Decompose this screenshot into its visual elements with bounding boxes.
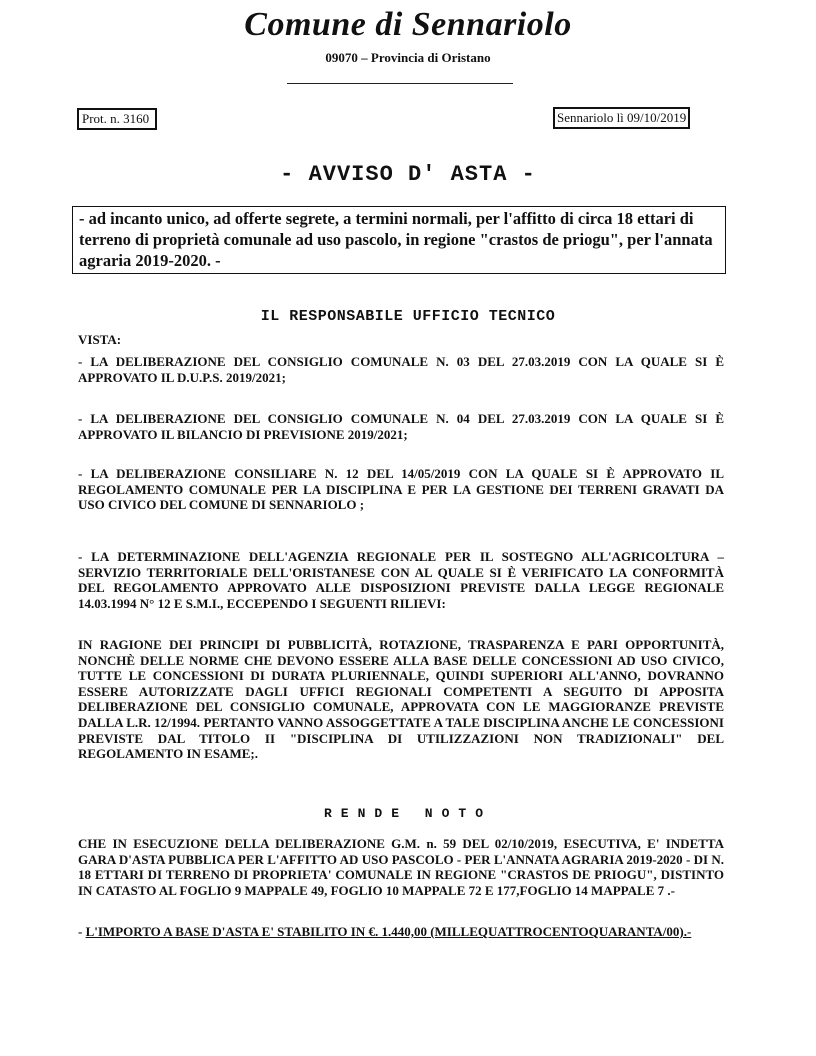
- header-divider: [287, 83, 513, 84]
- recital-item: - LA DETERMINAZIONE DELL'AGENZIA REGIONALE PER IL SOSTEGNO ALL'AGRICOLTURA – SERVIZIO TERRITORIALE DELL'ORISTANESE CON AL QUALE SI È VERIFICATO LA CONFORMITÀ DEL REGOLAMENTO APPROVATO ALLE DISPOSIZIONI PREVISTE DALLA LEGGE REGIONALE 14.03.1994 N° 12 E S.M.I., ECCEPENDO I SEGUENTI RILIEVI:: [78, 549, 724, 611]
- place-date-box: Sennariolo lì 09/10/2019: [553, 107, 690, 129]
- municipality-title: Comune di Sennariolo: [244, 6, 572, 43]
- rende-noto-paragraph: CHE IN ESECUZIONE DELLA DELIBERAZIONE G.M. n. 59 DEL 02/10/2019, ESECUTIVA, E' INDETTA GARA D'ASTA PUBBLICA PER L'AFFITTO AD USO PASCOLO - PER L'ANNATA AGRARIA 2019-2020 - DI N. 18 ETTARI DI TERRENO DI PROPRIETA' COMUNALE IN REGIONE "CRASTOS DE PRIOGU", DISTINTO IN CATASTO AL FOGLIO 9 MAPPALE 49, FOGLIO 10 MAPPALE 72 E 177,FOGLIO 14 MAPPALE 7 .-: [78, 836, 724, 898]
- auction-base-amount: [78, 924, 724, 940]
- notice-heading: - AVVISO D' ASTA -: [280, 162, 536, 187]
- responsible-office-heading: IL RESPONSABILE UFFICIO TECNICO: [260, 308, 556, 325]
- rende-noto-heading: RENDE NOTO: [323, 806, 492, 821]
- notice-subject-box: - ad incanto unico, ad offerte segrete, a termini normali, per l'affitto di circa 18 ettari di terreno di proprietà comunale ad uso pascolo, in regione "crastos de priogu", per l'annata agraria 2019-2020. -: [72, 206, 726, 274]
- vista-label: VISTA:: [78, 332, 122, 347]
- amount-text: L'IMPORTO A BASE D'ASTA E' STABILITO IN €. 1.440,00 (MILLEQUATTROCENTOQUARANTA/00).-: [85, 924, 692, 939]
- province-subtitle: 09070 – Provincia di Oristano: [325, 50, 491, 65]
- recital-item: - LA DELIBERAZIONE CONSILIARE N. 12 DEL 14/05/2019 CON LA QUALE SI È APPROVATO IL REGOLAMENTO COMUNALE PER LA DISCIPLINA E PER LA GESTIONE DEI TERRENI GRAVATI DA USO CIVICO DEL COMUNE DI SENNARIOLO ;: [78, 466, 724, 513]
- rilievi-paragraph: IN RAGIONE DEI PRINCIPI DI PUBBLICITÀ, ROTAZIONE, TRASPARENZA E PARI OPPORTUNITÀ, NONCHÈ DELLE NORME CHE DEVONO ESSERE ALLA BASE DELLE CONCESSIONI AD USO CIVICO, TUTTE LE CONCESSIONI DI DURATA PLURIENNALE, QUINDI SUPERIORI ALL'ANNO, DOVRANNO ESSERE AUTORIZZATE DAGLI UFFICI REGIONALI COMPETENTI A SEGUITO DI APPOSITA DELIBERAZIONE DEL CONSIGLIO COMUNALE, APPROVATA CON LE MAGGIORANZE PREVISTE DALLA L.R. 12/1994. PERTANTO VANNO ASSOGGETTATE A TALE DISCIPLINA ANCHE LE CONCESSIONI PREVISTE DAL TITOLO II "DISCIPLINA DI UTILIZZAZIONI NON TRADIZIONALI" DEL REGOLAMENTO IN ESAME;.: [78, 637, 724, 762]
- protocol-number-box: Prot. n. 3160: [77, 108, 157, 130]
- recital-item: - LA DELIBERAZIONE DEL CONSIGLIO COMUNALE N. 04 DEL 27.03.2019 CON LA QUALE SI È APPROVATO IL BILANCIO DI PREVISIONE 2019/2021;: [78, 411, 724, 442]
- recital-item: - LA DELIBERAZIONE DEL CONSIGLIO COMUNALE N. 03 DEL 27.03.2019 CON LA QUALE SI È APPROVATO IL D.U.P.S. 2019/2021;: [78, 354, 724, 385]
- amount-dash: -: [78, 924, 86, 939]
